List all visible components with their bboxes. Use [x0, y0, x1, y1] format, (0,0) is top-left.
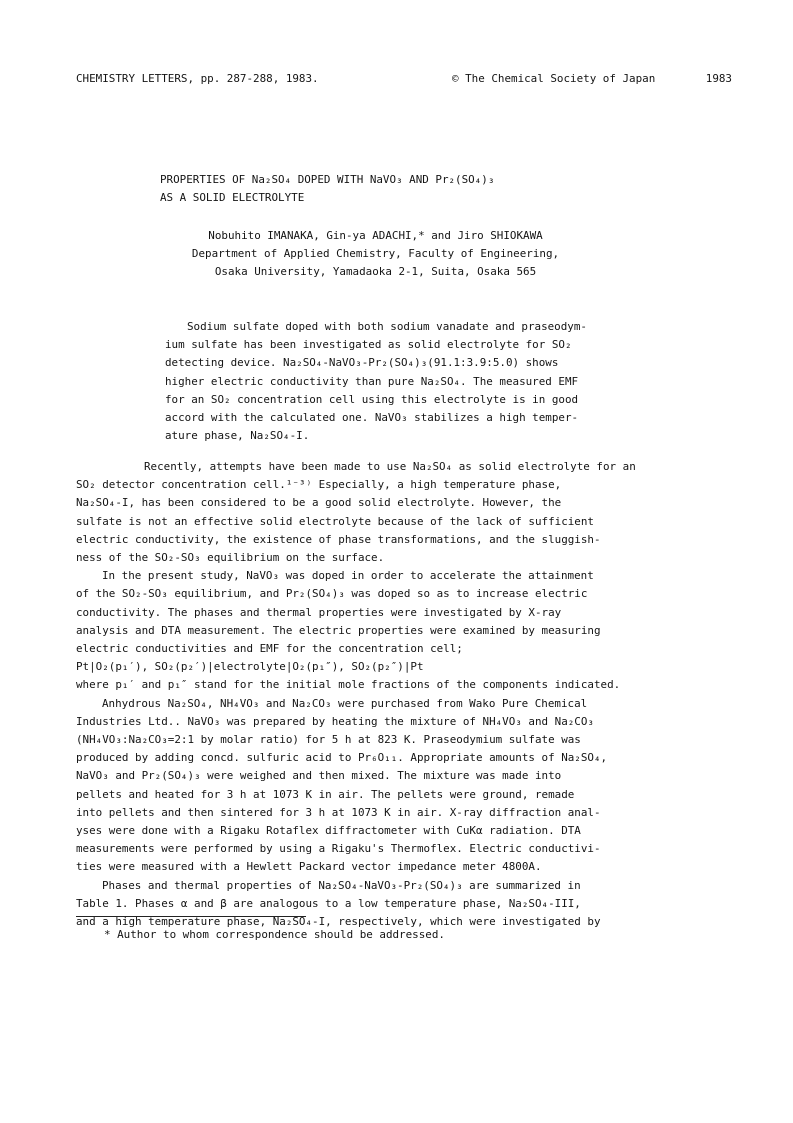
body-line: into pellets and then sintered for 3 h at 1073 K in air. X-ray diffraction anal- [76, 805, 601, 819]
cell-equation: Pt|O₂(p₁′), SO₂(p₂′)|electrolyte|O₂(p₁″), SO₂(p₂″)|Pt [76, 660, 424, 674]
copyright-notice: © The Chemical Society of Japan [452, 72, 656, 85]
body-line: measurements were performed by using a Rigaku's Thermoflex. Electric conductivi- [76, 842, 601, 856]
body-line: NaVO₃ and Pr₂(SO₄)₃ were weighed and then mixed. The mixture was made into [76, 769, 562, 783]
abstract-line: higher electric conductivity than pure Na₂SO₄. The measured EMF [165, 374, 579, 388]
body-line: of the SO₂-SO₃ equilibrium, and Pr₂(SO₄)₃ was doped so as to increase electric [76, 587, 588, 601]
paper-title [160, 171, 494, 207]
running-header [76, 72, 732, 90]
body-line: In the present study, NaVO₃ was doped in order to accelerate the attainment [102, 569, 594, 583]
body-line: Na₂SO₄-I, has been considered to be a good solid electrolyte. However, the [76, 496, 562, 510]
footnote-text: * Author to whom correspondence should be addressed. [104, 928, 445, 941]
body-line: Table 1. Phases α and β are analogous to a low temperature phase, Na₂SO₄-III, [76, 896, 581, 910]
title-line-1: PROPERTIES OF Na₂SO₄ DOPED WITH NaVO₃ AND Pr₂(SO₄)₃ [160, 173, 495, 186]
body-line: Industries Ltd.. NaVO₃ was prepared by heating the mixture of NH₄VO₃ and Na₂CO₃ [76, 714, 594, 728]
body-line: conductivity. The phases and thermal properties were investigated by X-ray [76, 605, 562, 619]
body-line: electric conductivities and EMF for the concentration cell; [76, 642, 463, 656]
author-block [173, 227, 578, 282]
abstract-line: ium sulfate has been investigated as solid electrolyte for SO₂ [165, 338, 572, 352]
body-text [76, 458, 636, 931]
body-line: yses were done with a Rigaku Rotaflex diffractometer with CuKα radiation. DTA [76, 824, 581, 838]
author-names: Nobuhito IMANAKA, Gin-ya ADACHI,* and Jiro SHIOKAWA [208, 229, 543, 242]
body-line: Phases and thermal properties of Na₂SO₄-NaVO₃-Pr₂(SO₄)₃ are summarized in [102, 878, 581, 892]
abstract-line: accord with the calculated one. NaVO₃ stabilizes a high temper- [165, 411, 579, 425]
body-line: Anhydrous Na₂SO₄, NH₄VO₃ and Na₂CO₃ were purchased from Wako Pure Chemical [102, 696, 588, 710]
body-line: pellets and heated for 3 h at 1073 K in air. The pellets were ground, remade [76, 787, 575, 801]
body-line: sulfate is not an effective solid electrolyte because of the lack of sufficient [76, 514, 594, 528]
journal-citation: CHEMISTRY LETTERS, pp. 287-288, 1983. [76, 72, 319, 85]
abstract-line: ature phase, Na₂SO₄-I. [165, 429, 310, 443]
body-line: ties were measured with a Hewlett Packard vector impedance meter 4800A. [76, 860, 542, 874]
body-line: ness of the SO₂-SO₃ equilibrium on the surface. [76, 551, 385, 565]
body-line: where p₁′ and p₁″ stand for the initial mole fractions of the components indicated. [76, 678, 621, 692]
body-line: and a high temperature phase, Na₂SO₄-I, respectively, which were investigated by [76, 915, 601, 929]
body-line: Recently, attempts have been made to use Na₂SO₄ as solid electrolyte for an [144, 460, 636, 473]
body-line: SO₂ detector concentration cell.¹⁻³⁾ Especially, a high temperature phase, [76, 478, 562, 492]
affiliation-line-2: Osaka University, Yamadaoka 2-1, Suita, Osaka 565 [214, 265, 537, 279]
abstract-line: detecting device. Na₂SO₄-NaVO₃-Pr₂(SO₄)₃(91.1:3.9:5.0) shows [165, 356, 559, 370]
title-line-2: AS A SOLID ELECTROLYTE [160, 191, 305, 205]
affiliation-line-1: Department of Applied Chemistry, Faculty of Engineering, [191, 247, 560, 261]
footnote [76, 928, 445, 941]
body-line: electric conductivity, the existence of phase transformations, and the sluggish- [76, 532, 601, 546]
body-line: analysis and DTA measurement. The electric properties were examined by measuring [76, 623, 601, 637]
body-line: produced by adding concd. sulfuric acid to Pr₆O₁₁. Appropriate amounts of Na₂SO₄, [76, 751, 608, 765]
abstract [165, 318, 587, 445]
abstract-line: Sodium sulfate doped with both sodium vanadate and praseodym- [187, 320, 587, 333]
body-line: (NH₄VO₃:Na₂CO₃=2:1 by molar ratio) for 5 h at 823 K. Praseodymium sulfate was [76, 733, 581, 747]
abstract-line: for an SO₂ concentration cell using this electrolyte is in good [165, 392, 579, 406]
footnote-rule [76, 916, 306, 917]
header-year: 1983 [705, 72, 732, 85]
